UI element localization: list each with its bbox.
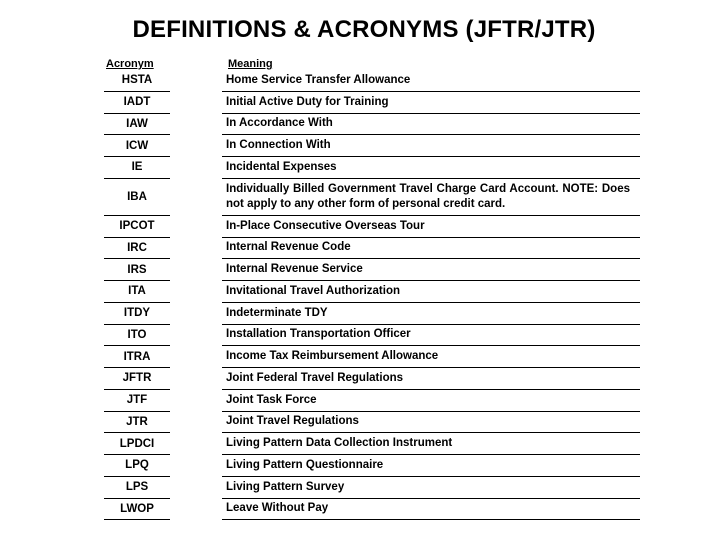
acronym-cell: IADT: [104, 92, 170, 114]
acronym-cell: IPCOT: [104, 216, 170, 238]
acronym-cell: LPDCI: [104, 433, 170, 455]
meaning-cell: Joint Travel Regulations: [222, 412, 640, 434]
table-header: [104, 52, 640, 70]
meaning-cell: Leave Without Pay: [222, 499, 640, 521]
table-row: [104, 114, 640, 136]
acronym-cell: JFTR: [104, 368, 170, 390]
table-row: [104, 499, 640, 521]
acronym-cell: IAW: [104, 114, 170, 136]
table-row: [104, 477, 640, 499]
meaning-cell: Installation Transportation Officer: [222, 325, 640, 347]
meaning-cell: In-Place Consecutive Overseas Tour: [222, 216, 640, 238]
meaning-cell: Living Pattern Survey: [222, 477, 640, 499]
table-row: [104, 281, 640, 303]
meaning-cell: Initial Active Duty for Training: [222, 92, 640, 114]
acronym-cell: IRS: [104, 259, 170, 281]
table-row: [104, 303, 640, 325]
table-row: [104, 135, 640, 157]
table-row: [104, 325, 640, 347]
table-row: [104, 368, 640, 390]
table-row: [104, 216, 640, 238]
acronym-table: [104, 52, 640, 520]
meaning-cell: In Accordance With: [222, 114, 640, 136]
acronym-cell: LPS: [104, 477, 170, 499]
acronym-cell: ICW: [104, 135, 170, 157]
acronym-cell: IE: [104, 157, 170, 179]
meaning-cell: Income Tax Reimbursement Allowance: [222, 346, 640, 368]
acronym-cell: IRC: [104, 238, 170, 260]
meaning-cell: Indeterminate TDY: [222, 303, 640, 325]
acronym-cell: LPQ: [104, 455, 170, 477]
table-row: [104, 92, 640, 114]
acronym-cell: JTF: [104, 390, 170, 412]
meaning-column-header: Meaning: [228, 58, 273, 70]
table-row: [104, 259, 640, 281]
meaning-cell: Incidental Expenses: [222, 157, 640, 179]
page-title: DEFINITIONS & ACRONYMS (JFTR/JTR): [132, 16, 596, 43]
meaning-cell: Living Pattern Questionnaire: [222, 455, 640, 477]
acronym-cell: ITRA: [104, 346, 170, 368]
table-row: [104, 346, 640, 368]
meaning-cell: Living Pattern Data Collection Instrument: [222, 433, 640, 455]
meaning-cell: Internal Revenue Service: [222, 259, 640, 281]
acronym-cell: IBA: [104, 179, 170, 216]
meaning-cell: In Connection With: [222, 135, 640, 157]
table-row: [104, 179, 640, 216]
table-row: [104, 157, 640, 179]
meaning-cell: Joint Task Force: [222, 390, 640, 412]
table-body: [104, 70, 640, 520]
acronym-cell: ITO: [104, 325, 170, 347]
meaning-cell: Joint Federal Travel Regulations: [222, 368, 640, 390]
meaning-cell: Internal Revenue Code: [222, 238, 640, 260]
table-row: [104, 238, 640, 260]
table-row: [104, 455, 640, 477]
table-row: [104, 390, 640, 412]
acronym-cell: LWOP: [104, 499, 170, 521]
acronym-cell: HSTA: [104, 70, 170, 92]
meaning-cell: Invitational Travel Authorization: [222, 281, 640, 303]
table-row: [104, 70, 640, 92]
meaning-cell: Individually Billed Government Travel Charge Card Account. NOTE: Does not apply to any other form of personal credit card.: [222, 179, 640, 216]
acronym-column-header: Acronym: [106, 58, 154, 70]
meaning-cell: Home Service Transfer Allowance: [222, 70, 640, 92]
acronym-cell: JTR: [104, 412, 170, 434]
table-row: [104, 433, 640, 455]
acronym-cell: ITA: [104, 281, 170, 303]
table-row: [104, 412, 640, 434]
acronym-cell: ITDY: [104, 303, 170, 325]
